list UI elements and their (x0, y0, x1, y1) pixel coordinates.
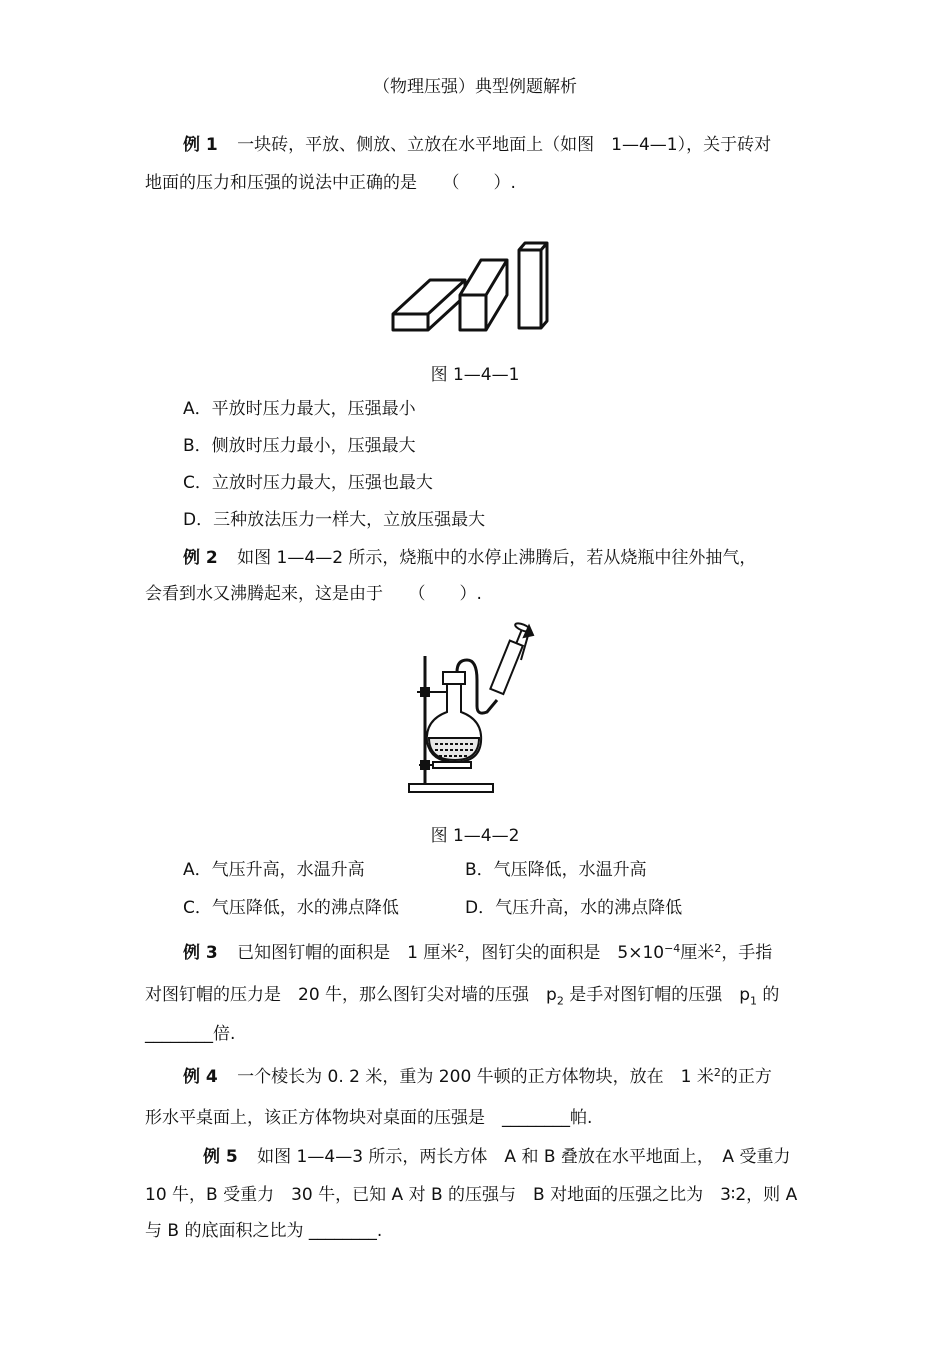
figure-1-4-2-flask-apparatus (405, 620, 540, 800)
brick-side (460, 260, 507, 330)
page-title: （物理压强）典型例题解析 (373, 77, 577, 97)
pump-barrel (490, 641, 522, 694)
example-2-line-2: 会看到水又沸腾起来，这是由于 （ ）. (145, 584, 482, 604)
example-3-sub-1: 2 (556, 994, 564, 1008)
example-1-option-d: D．三种放法压力一样大，立放压强最大 (183, 510, 486, 530)
example-1-option-b: B．侧放时压力最小，压强最大 (183, 436, 416, 456)
example-1-option-a: A．平放时压力最大，压强最小 (183, 399, 416, 419)
figure-1-4-1-caption: 图 1—4—1 (430, 365, 520, 385)
figure-1-4-2-caption: 图 1—4—2 (430, 826, 520, 846)
example-3-line-2 (145, 983, 779, 1013)
example-2-label: 例 2 (183, 548, 218, 568)
example-2-line-1 (183, 546, 756, 570)
figure-1-4-1-bricks (385, 238, 555, 334)
example-3-text-2c: 的 (757, 985, 780, 1005)
example-4-text-1a: 一个棱长为 0. 2 米，重为 200 牛顿的正方体物块，放在 1 米 (237, 1067, 714, 1087)
example-4-line-2: 形水平桌面上，该正方体物块对桌面的压强是 ________帕. (145, 1108, 593, 1128)
example-1-line-2: 地面的压力和压强的说法中正确的是 （ ）. (145, 173, 516, 193)
stopper (443, 672, 465, 684)
example-3-sup-1: 2 (457, 942, 465, 955)
example-2-option-a: A．气压升高，水温升高 (183, 860, 365, 880)
example-5-line-1 (203, 1145, 790, 1169)
example-2-text-1: 如图 1—4—2 所示，烧瓶中的水停止沸腾后，若从烧瓶中往外抽气， (237, 548, 757, 568)
example-4-sup-1: 2 (713, 1066, 721, 1079)
example-4-line-1 (183, 1065, 772, 1089)
example-4-label: 例 4 (183, 1067, 218, 1087)
example-3-sub-2: 1 (750, 994, 758, 1008)
example-2-option-d: D．气压升高，水的沸点降低 (465, 898, 683, 918)
example-3-text-2b: 是手对图钉帽的压强 p (563, 985, 751, 1005)
example-3-label: 例 3 (183, 943, 218, 963)
example-1-option-c: C．立放时压力最大，压强也最大 (183, 473, 433, 493)
example-3-text-1a: 已知图钉帽的面积是 1 厘米 (237, 943, 458, 963)
example-5-label: 例 5 (203, 1147, 238, 1167)
example-5-line-2: 10 牛，B 受重力 30 牛，已知 A 对 B 的压强与 B 对地面的压强之比为 3∶2，则 A (145, 1185, 798, 1205)
example-1-label: 例 1 (183, 135, 218, 155)
example-5-text-1: 如图 1—4—3 所示，两长方体 A 和 B 叠放在水平地面上， A 受重力 (257, 1147, 791, 1167)
brick-flat (393, 280, 465, 330)
stand-base (409, 784, 493, 792)
example-3-text-1b: ，图钉尖的面积是 5×10 (464, 943, 665, 963)
example-3-text-2a: 对图钉帽的压力是 20 牛，那么图钉尖对墙的压强 p (145, 985, 557, 1005)
example-3-sup-2: −4 (664, 942, 681, 955)
example-3-line-3: ________倍. (145, 1024, 236, 1044)
example-2-option-c: C．气压降低，水的沸点降低 (183, 898, 399, 918)
example-1-line-1 (183, 133, 771, 157)
example-3-sup-3: 2 (714, 942, 722, 955)
example-3-line-1 (183, 941, 772, 965)
example-3-text-1c: 厘米 (680, 943, 715, 963)
example-3-text-1d: ，手指 (721, 943, 773, 963)
example-1-text-1: 一块砖，平放、侧放、立放在水平地面上（如图 1—4—1），关于砖对 (237, 135, 772, 155)
example-4-text-1b: 的正方 (720, 1067, 772, 1087)
example-2-option-b: B．气压降低，水温升高 (465, 860, 647, 880)
example-5-line-3: 与 B 的底面积之比为 ________. (145, 1221, 383, 1241)
brick-upright (519, 243, 547, 328)
